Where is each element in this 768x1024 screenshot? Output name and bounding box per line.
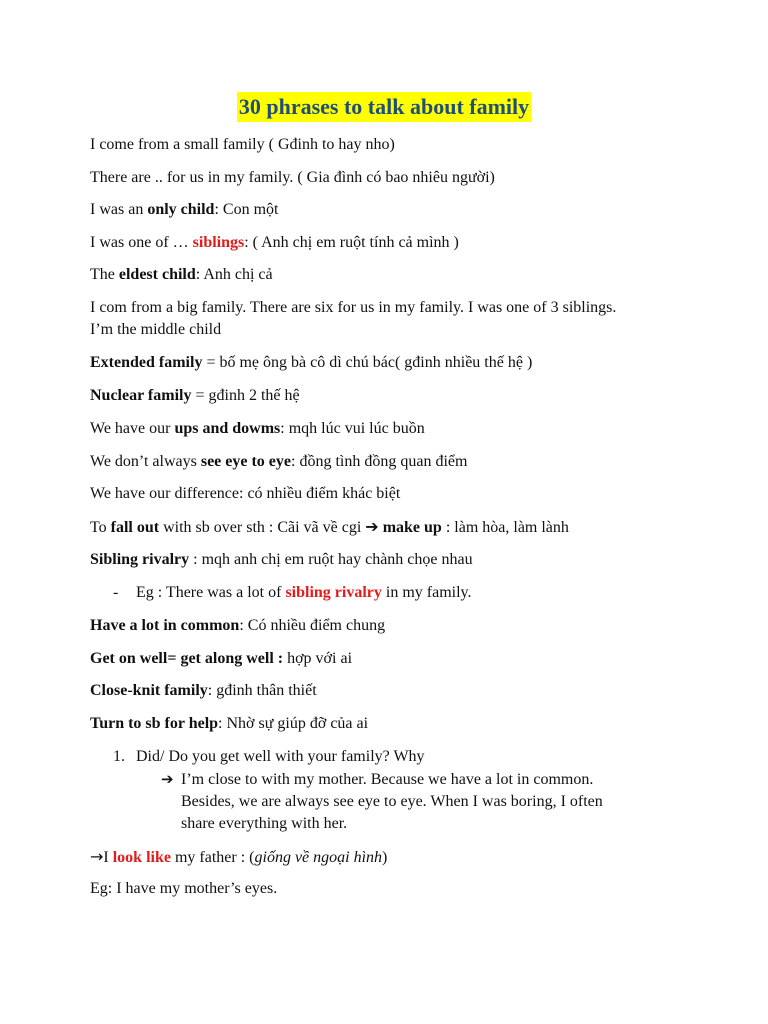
line-see-eye: We don’t always see eye to eye: đồng tình đồng quan điểm — [90, 453, 468, 470]
term-siblings: siblings — [192, 234, 245, 251]
term-extended-family: Extended family — [90, 354, 203, 371]
line-fall-out: To fall out with sb over sth : Cãi vã về cgi ➔ make up : làm hòa, làm lành — [90, 517, 569, 536]
line-get-on-well: Get on well= get along well : hợp với ai — [90, 650, 353, 667]
answer-line-3: share everything with her. — [181, 815, 348, 832]
line-small-family: I come from a small family ( Gđinh to hay nho) — [90, 136, 395, 153]
term-in-common: Have a lot in common — [90, 617, 240, 634]
line-turn-to: Turn to sb for help: Nhờ sự giúp đỡ của ai — [90, 715, 369, 732]
line-difference: We have our difference: có nhiều điểm khác biệt — [90, 485, 401, 502]
line-ups-downs: We have our ups and dowms: mqh lúc vui lúc buồn — [90, 420, 425, 437]
line-eldest-child: The eldest child: Anh chị cả — [90, 266, 273, 283]
term-turn-to: Turn to sb for help — [90, 715, 219, 732]
right-arrow-small-icon: → — [90, 847, 104, 866]
term-nuclear-family: Nuclear family — [90, 387, 192, 404]
term-eldest-child: eldest child — [118, 266, 196, 283]
question-text: Did/ Do you get well with your family? Why — [136, 748, 425, 765]
line-siblings: I was one of … siblings: ( Anh chị em ruột tính cả mình ) — [90, 234, 459, 251]
term-look-like: look like — [112, 849, 171, 866]
dash-bullet: - — [113, 584, 119, 601]
question-number: 1. — [113, 748, 125, 765]
term-get-on-well: Get on well= get along well : — [90, 650, 284, 667]
line-there-are: There are .. for us in my family. ( Gia đình có bao nhiêu người) — [90, 169, 495, 186]
line-close-knit: Close-knit family: gđinh thân thiết — [90, 682, 317, 699]
line-example-rivalry: Eg : There was a lot of sibling rivalry in my family. — [136, 584, 472, 601]
answer-line-1: I’m close to with my mother. Because we have a lot in common. — [181, 771, 594, 788]
line-only-child: I was an only child: Con một — [90, 201, 279, 218]
term-fall-out: fall out — [110, 519, 160, 536]
line-sibling-rivalry: Sibling rivalry : mqh anh chị em ruột hay chành chọe nhau — [90, 551, 473, 568]
term-see-eye: see eye to eye — [200, 453, 292, 470]
line-look-like: →I look like my father : (giống về ngoại hình) — [90, 847, 388, 866]
line-nuclear-family: Nuclear family = gđinh 2 thế hệ — [90, 387, 300, 404]
term-sibling-rivalry: Sibling rivalry — [90, 551, 190, 568]
line-example-eyes: Eg: I have my mother’s eyes. — [90, 880, 278, 897]
line-extended-family: Extended family = bố mẹ ông bà cô dì chú bác( gđinh nhiều thế hệ ) — [90, 354, 533, 371]
line-big-family-2: I’m the middle child — [90, 321, 222, 338]
term-make-up: make up — [378, 519, 442, 536]
term-ups-downs: ups and dowms — [174, 420, 281, 437]
right-arrow-icon: ➔ — [365, 517, 379, 536]
line-big-family-1: I com from a big family. There are six for us in my family. I was one of 3 siblings. — [90, 299, 617, 316]
answer-arrow-icon: ➔ — [161, 770, 174, 788]
page-title: 30 phrases to talk about family — [237, 92, 531, 122]
answer-line-2: Besides, we are always see eye to eye. When I was boring, I often — [181, 793, 603, 810]
term-sibling-rivalry-red: sibling rivalry — [285, 584, 382, 601]
term-only-child: only child — [147, 201, 215, 218]
title-block — [0, 92, 768, 122]
line-in-common: Have a lot in common: Có nhiều điểm chung — [90, 617, 386, 634]
term-close-knit: Close-knit family — [90, 682, 208, 699]
